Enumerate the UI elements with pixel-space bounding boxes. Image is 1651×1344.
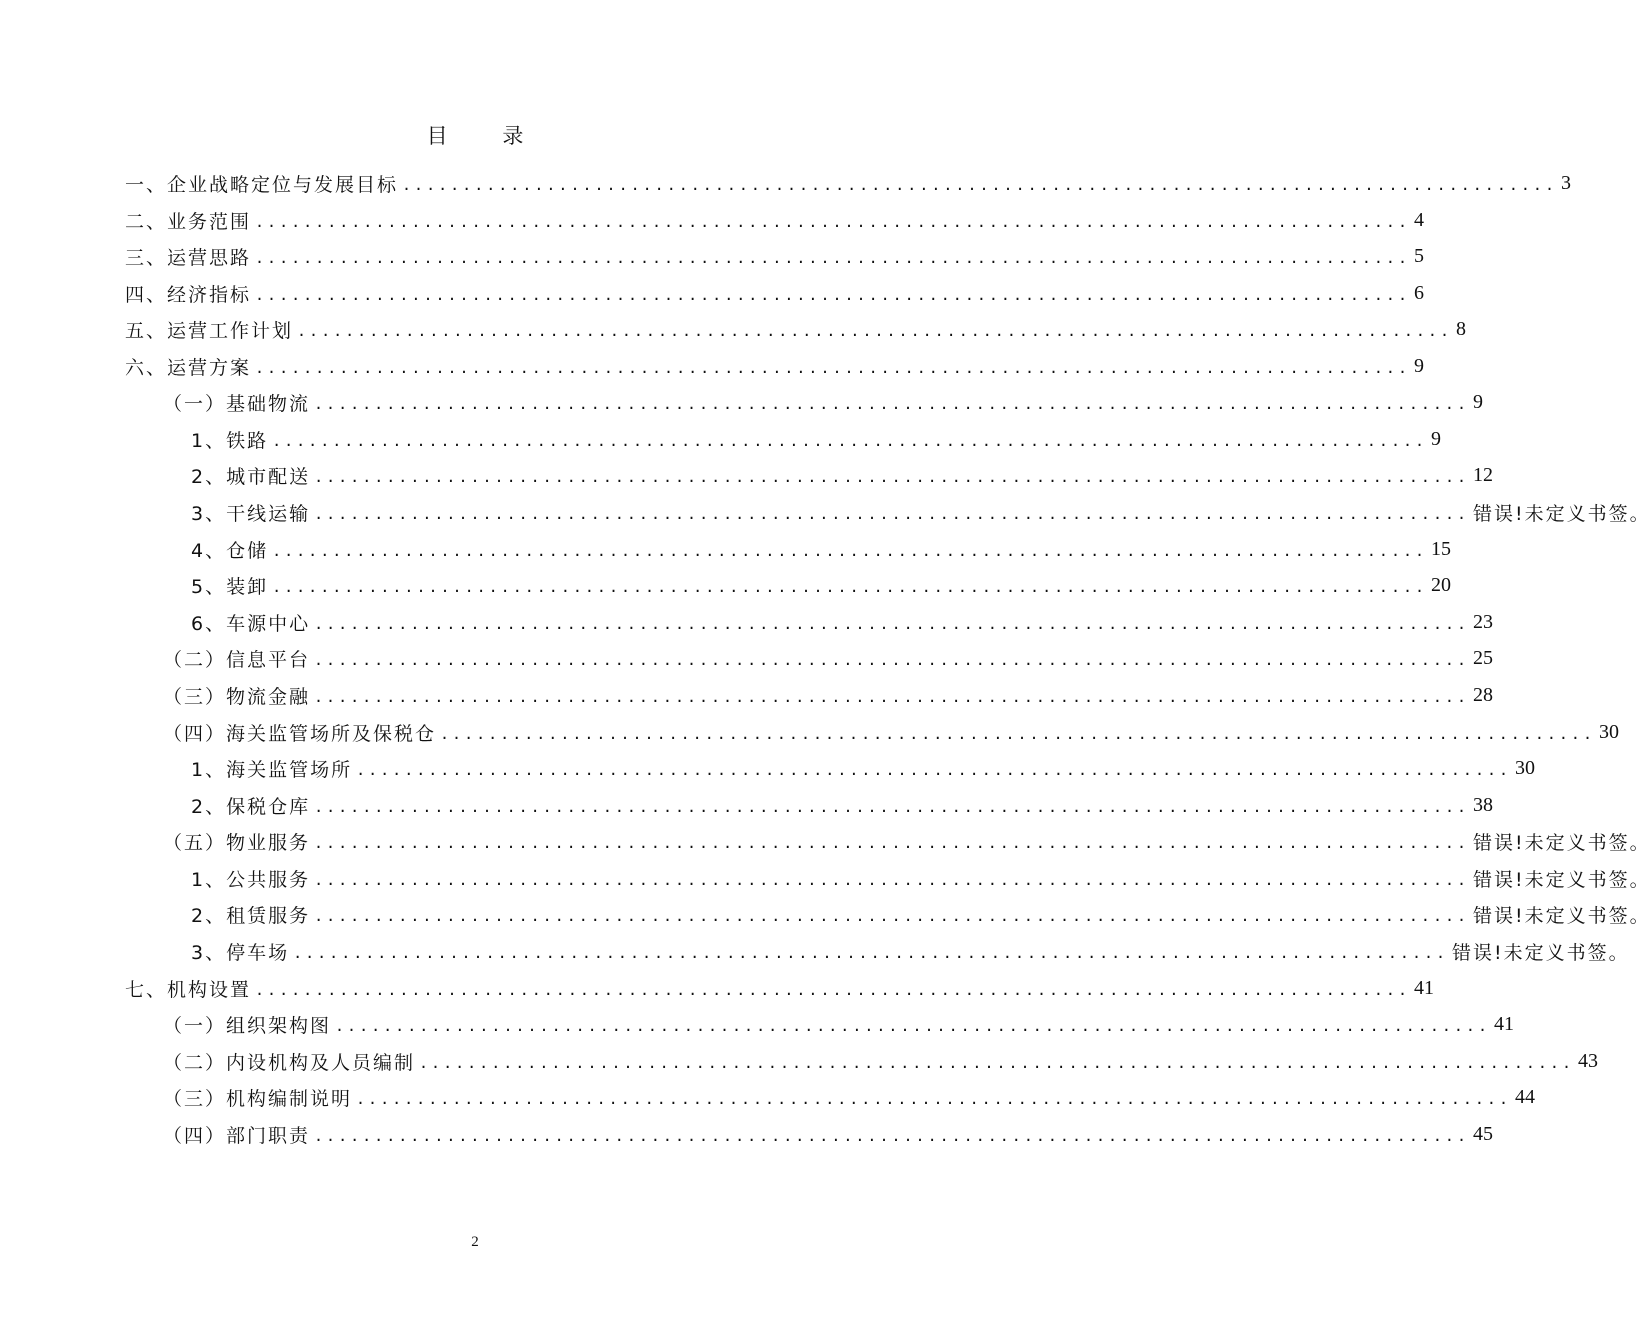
toc-leader-dots: ................................................................................................ (402, 176, 1557, 194)
toc-entry-label: 3、停车场 (191, 941, 290, 964)
toc-entry[interactable] (125, 241, 1424, 271)
toc-leader-dots: ................................................................................................ (314, 871, 1470, 889)
toc-entry-page: 错误!未定义书签。 (1473, 868, 1651, 891)
toc-entry[interactable] (191, 607, 1494, 637)
toc-leader-dots: ................................................................................................ (419, 1054, 1574, 1072)
toc-entry-page: 4 (1413, 208, 1424, 231)
toc-entry[interactable] (163, 1009, 1514, 1039)
toc-entry-page: 5 (1413, 244, 1424, 267)
toc-leader-dots: ................................................................................................ (255, 359, 1410, 377)
toc-entry-label: （三）物流金融 (163, 685, 311, 708)
toc-entry-page: 3 (1560, 171, 1571, 194)
toc-entry[interactable] (125, 314, 1466, 344)
toc-entry-label: 2、租赁服务 (191, 904, 311, 927)
toc-entry[interactable] (163, 717, 1619, 747)
toc-entry-page: 错误!未定义书签。 (1473, 502, 1651, 525)
toc-entry[interactable] (191, 863, 1651, 893)
toc-entry-label: （四）部门职责 (163, 1124, 311, 1147)
toc-leader-dots: ................................................................................................ (255, 286, 1410, 304)
toc-leader-dots: ................................................................................................ (314, 1127, 1469, 1145)
toc-entry-label: 2、保税仓库 (191, 795, 311, 818)
toc-leader-dots: ................................................................................................ (335, 1017, 1490, 1035)
toc-entry-page: 44 (1514, 1085, 1535, 1108)
toc-entry[interactable] (125, 278, 1424, 308)
toc-entry-label: （五）物业服务 (163, 831, 311, 854)
toc-entry[interactable] (125, 973, 1434, 1003)
toc-entry-label: （二）内设机构及人员编制 (163, 1051, 416, 1074)
toc-entry-label: 1、海关监管场所 (191, 758, 353, 781)
toc-leader-dots: ................................................................................................ (356, 1090, 1511, 1108)
toc-leader-dots: ................................................................................................ (314, 834, 1469, 852)
toc-entry[interactable] (191, 790, 1494, 820)
toc-entry-page: 9 (1472, 390, 1483, 413)
toc-entry[interactable] (163, 387, 1483, 417)
toc-entry-page: 12 (1473, 463, 1494, 486)
toc-entry[interactable] (163, 1119, 1493, 1149)
toc-entry[interactable] (163, 826, 1651, 856)
toc-entry-label: 四、经济指标 (125, 283, 252, 306)
toc-leader-dots: ................................................................................................ (272, 432, 1428, 450)
toc-entry-page: 41 (1413, 976, 1434, 999)
toc-entry-label: （二）信息平台 (163, 648, 311, 671)
toc-entry-page: 错误!未定义书签。 (1472, 831, 1651, 854)
toc-entry[interactable] (191, 460, 1494, 490)
toc-entry-page: 43 (1577, 1049, 1598, 1072)
toc-leader-dots: ................................................................................................ (272, 542, 1428, 560)
toc-entry-label: 5、装卸 (191, 575, 269, 598)
toc-entry-page: 8 (1455, 317, 1466, 340)
toc-entry-label: （一）组织架构图 (163, 1014, 332, 1037)
toc-leader-dots: ................................................................................................ (314, 688, 1469, 706)
toc-leader-dots: ................................................................................................ (293, 944, 1449, 962)
toc-entry-page: 23 (1473, 610, 1494, 633)
toc-entry-page: 15 (1431, 537, 1452, 560)
toc-entry[interactable] (191, 899, 1651, 929)
toc-entry-label: 六、运营方案 (125, 356, 252, 379)
toc-leader-dots: ................................................................................................ (314, 651, 1469, 669)
toc-leader-dots: ................................................................................................ (297, 322, 1452, 340)
toc-entry-label: 3、干线运输 (191, 502, 311, 525)
toc-leader-dots: ................................................................................................ (314, 798, 1470, 816)
toc-entry-page: 错误!未定义书签。 (1473, 904, 1651, 927)
toc-entry-page: 30 (1515, 756, 1536, 779)
toc-leader-dots: ................................................................................................ (255, 981, 1410, 999)
toc-leader-dots: ................................................................................................ (314, 395, 1469, 413)
toc-entry[interactable] (163, 1046, 1598, 1076)
toc-entry-label: 2、城市配送 (191, 465, 311, 488)
page-title: 目 录 (426, 124, 548, 148)
toc-entry[interactable] (191, 497, 1651, 527)
toc-entry-page: 28 (1472, 683, 1493, 706)
toc-entry-label: 二、业务范围 (125, 210, 252, 233)
page-number: 2 (471, 1234, 479, 1250)
toc-entry-page: 9 (1413, 354, 1424, 377)
toc-entry-page: 30 (1598, 720, 1619, 743)
toc-leader-dots: ................................................................................................ (314, 615, 1470, 633)
toc-entry[interactable] (125, 205, 1424, 235)
toc-entry-label: 4、仓储 (191, 539, 269, 562)
toc-leader-dots: ................................................................................................ (255, 249, 1410, 267)
toc-entry-label: 6、车源中心 (191, 612, 311, 635)
toc-entry-label: 1、公共服务 (191, 868, 311, 891)
toc-entry-label: 三、运营思路 (125, 246, 252, 269)
toc-entry[interactable] (191, 424, 1442, 454)
toc-entry-page: 45 (1472, 1122, 1493, 1145)
toc-entry[interactable] (191, 570, 1452, 600)
toc-leader-dots: ................................................................................................ (314, 505, 1470, 523)
toc-entry-label: 七、机构设置 (125, 978, 252, 1001)
toc-entry-label: 五、运营工作计划 (125, 319, 294, 342)
toc-leader-dots: ................................................................................................ (314, 468, 1470, 486)
toc-entry[interactable] (191, 534, 1452, 564)
toc-entry-page: 9 (1431, 427, 1442, 450)
toc-entry-label: （一）基础物流 (163, 392, 311, 415)
toc-leader-dots: ................................................................................................ (255, 213, 1410, 231)
toc-entry-page: 41 (1493, 1012, 1514, 1035)
toc-entry-label: （三）机构编制说明 (163, 1087, 353, 1110)
toc-leader-dots: ................................................................................................ (272, 578, 1428, 596)
toc-entry[interactable] (163, 643, 1493, 673)
toc-entry[interactable] (163, 1082, 1535, 1112)
toc-entry[interactable] (125, 351, 1424, 381)
toc-entry-label: 一、企业战略定位与发展目标 (125, 173, 399, 196)
toc-entry-label: 1、铁路 (191, 429, 269, 452)
toc-entry-page: 25 (1472, 646, 1493, 669)
toc-entry-page: 20 (1431, 573, 1452, 596)
toc-entry-page: 38 (1473, 793, 1494, 816)
toc-leader-dots: ................................................................................................ (314, 907, 1470, 925)
toc-leader-dots: ................................................................................................ (440, 725, 1595, 743)
toc-entry-label: （四）海关监管场所及保税仓 (163, 722, 437, 745)
toc-entry-page: 错误!未定义书签。 (1452, 941, 1630, 964)
toc-entry[interactable] (191, 753, 1536, 783)
toc-leader-dots: ................................................................................................ (356, 761, 1512, 779)
toc-entry[interactable] (125, 168, 1571, 198)
toc-entry[interactable] (191, 936, 1630, 966)
toc-entry[interactable] (163, 680, 1493, 710)
toc-entry-page: 6 (1413, 281, 1424, 304)
